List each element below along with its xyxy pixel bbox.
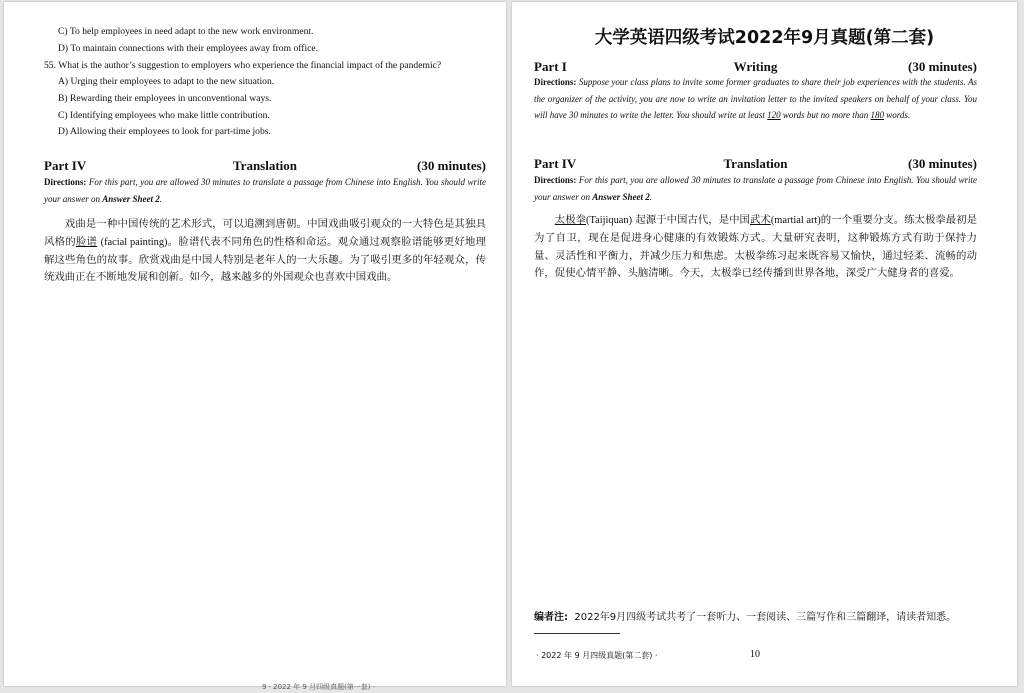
part4-header-right xyxy=(534,156,977,172)
passage-text-cont: 。脸谱代表不同角色的性格和命运。观众通过观察脸谱能够更好地理解这些角色的故事。欣赏戏曲是中国人特别是老年人的一大乐趣。为了吸引更多的年轻观众，传统戏曲正在不断地发展和创新。如今，越来越多的外国观众也喜欢中国戏曲。 xyxy=(44,235,486,284)
q55-stem: 55. What is the author’s suggestion to employers who experience the financial impact of the pandemic? xyxy=(44,60,442,71)
exam-title: 大学英语四级考试2022年9月真题(第二套) xyxy=(594,28,935,48)
passage-text-cont: 的一个重要分支。练太极拳最初是为了自卫，现在是促进身心健康的有效锻炼方式。大量研究表明，这种锻炼方式有助于保持力量、灵活性和平衡力，并减少压力和焦虑。太极拳练习起来既容易又愉快，通过轻柔、流畅的动作，促使心情平静、头脑清晰。今天，太极拳已经传播到世界各地，深受广大健身者的喜爱。 xyxy=(534,214,978,280)
directions-text: For this part, you are allowed 30 minutes to translate a passage from Chinese into English. You should write your answer on xyxy=(44,177,486,204)
part-label: Part IV xyxy=(534,156,577,171)
part1-directions xyxy=(534,74,977,124)
q55-option-c: C) Identifying employees who make little contribution. xyxy=(58,110,270,121)
term-face-painting: 脸谱 xyxy=(75,235,98,248)
part4-header-left xyxy=(44,158,486,174)
page-number: 10 xyxy=(750,649,760,660)
directions-end: . xyxy=(649,191,653,202)
directions-end: . xyxy=(159,193,163,204)
q54-option-d: D) To maintain connections with their employees away from office. xyxy=(58,43,319,54)
q55-option-b: B) Rewarding their employees in unconventional ways. xyxy=(58,93,272,104)
translation-passage-opera xyxy=(44,216,486,287)
section-title: Writing xyxy=(733,59,778,74)
term-face-painting-en: (facial painting) xyxy=(100,236,168,248)
right-page xyxy=(512,2,1017,686)
part4-directions-right xyxy=(534,172,977,205)
passage-text: 戏曲是一种中国传统的艺术形式，可以追溯到唐朝。中国戏曲吸引观众的一大特色是其独具风格的 xyxy=(44,218,486,248)
directions-text: For this part, you are allowed 30 minutes to translate a passage from Chinese into English. You should write your answer on xyxy=(534,175,977,202)
term-martial-art: 武术 xyxy=(749,214,771,226)
passage-text: 起源于中国古代，是中国 xyxy=(632,214,750,226)
max-words: 180 xyxy=(870,110,885,120)
term-taijiquan: 太极拳 xyxy=(554,214,587,226)
editor-note-text: 2022年9月四级考试共考了一套听力、一套阅读、三篇写作和三篇翻译，请读者知悉。 xyxy=(574,612,957,623)
part-label: Part I xyxy=(534,59,567,74)
section-time: (30 minutes) xyxy=(417,158,486,173)
left-page xyxy=(4,2,506,691)
part1-header xyxy=(534,59,977,75)
section-title: Translation xyxy=(723,156,788,171)
page-footer: · 2022 年 9 月四级真题(第二套) · xyxy=(536,651,658,660)
min-words: 120 xyxy=(767,110,781,120)
footnote-rule xyxy=(534,633,620,634)
answer-sheet: Answer Sheet 2 xyxy=(102,193,160,204)
left-footer: 9 · 2022 年 9 月四级真题(第一套) · xyxy=(262,683,375,691)
answer-sheet: Answer Sheet 2 xyxy=(592,191,650,202)
section-time: (30 minutes) xyxy=(908,59,977,74)
part-label: Part IV xyxy=(44,158,87,173)
directions-label: Directions: xyxy=(534,77,577,87)
part4-directions-left xyxy=(44,174,486,207)
directions-text-2: words but no more than xyxy=(780,110,871,120)
editor-note-label: 编者注: xyxy=(534,612,568,623)
directions-label: Directions: xyxy=(44,177,87,187)
section-title: Translation xyxy=(232,158,298,173)
editor-note xyxy=(534,608,956,623)
directions-label: Directions: xyxy=(534,175,577,185)
directions-text: Suppose your class plans to invite some former graduates to share their job experiences with the students. As the organizer of the activity, you are now to write an invitation letter to the invited speakers on behalf of your class. You will have 30 minutes to write the letter. You should write at least xyxy=(534,77,977,120)
translation-passage-taijiquan xyxy=(534,212,977,283)
q55-option-d: D) Allowing their employees to look for part-time jobs. xyxy=(58,126,271,137)
q55-option-a: A) Urging their employees to adapt to the new situation. xyxy=(58,76,275,87)
directions-text-3: words. xyxy=(884,110,911,120)
term-taijiquan-en: (Taijiquan) xyxy=(586,215,633,226)
term-martial-art-en: (martial art) xyxy=(770,215,821,226)
q54-option-c: C) To help employees in need adapt to the new work environment. xyxy=(58,26,314,37)
section-time: (30 minutes) xyxy=(908,156,977,171)
